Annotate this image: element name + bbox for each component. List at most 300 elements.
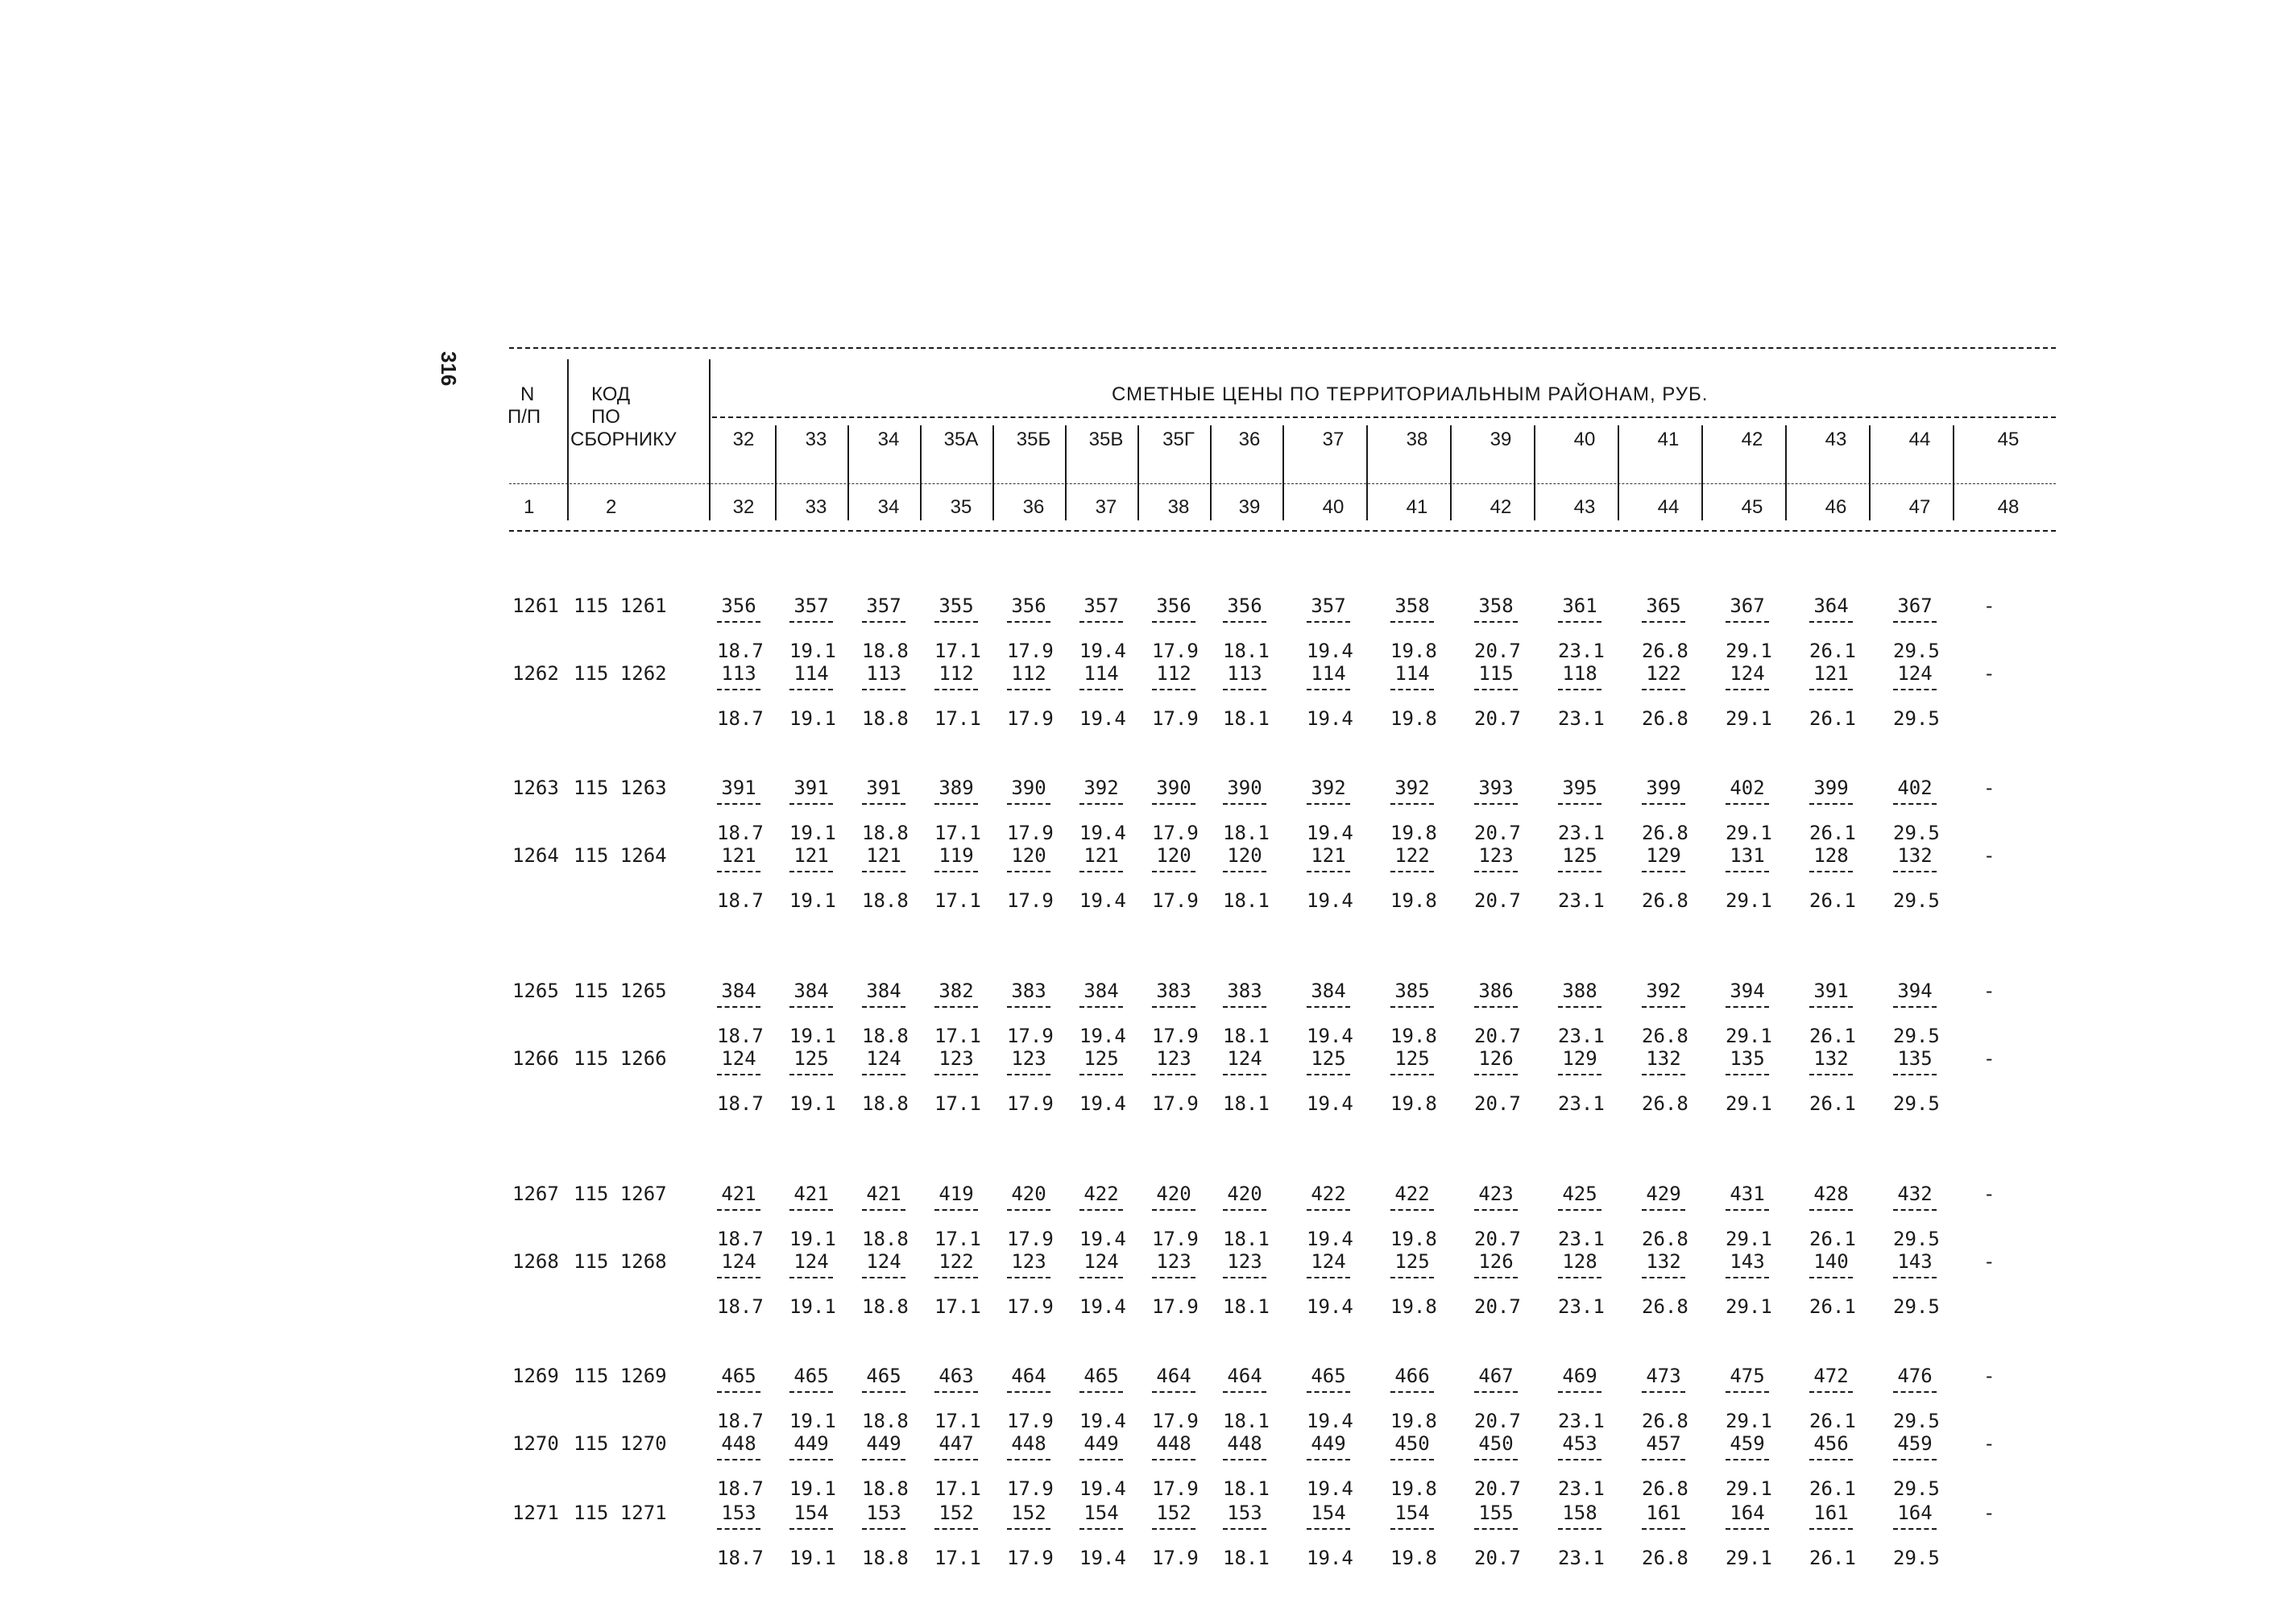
coefficient-value: 23.1	[1558, 1025, 1605, 1047]
coefficient-value: 20.7	[1474, 1025, 1521, 1047]
coefficient-value: 23.1	[1558, 1092, 1605, 1115]
price-value: 390	[1011, 777, 1046, 799]
price-value: 463	[938, 1365, 974, 1387]
price-value: 112	[1011, 662, 1046, 685]
fraction-bar	[1893, 1006, 1937, 1008]
fraction-bar	[1558, 621, 1601, 623]
price-value: 383	[1227, 980, 1262, 1002]
fraction-bar	[862, 871, 905, 872]
coefficient-value: 20.7	[1474, 1547, 1521, 1569]
last-column-dash: -	[1983, 844, 1995, 867]
fraction-bar	[1007, 1528, 1050, 1530]
price-value: 122	[1394, 844, 1430, 867]
row-number: 1268	[512, 1250, 559, 1273]
price-value: 124	[1897, 662, 1933, 685]
price-value: 384	[793, 980, 829, 1002]
price-value: 391	[866, 777, 901, 799]
fraction-bar	[934, 871, 978, 872]
price-value: 459	[1897, 1432, 1933, 1455]
coefficient-value: 26.8	[1642, 889, 1688, 912]
coefficient-value: 19.4	[1307, 1547, 1353, 1569]
coefficient-value: 23.1	[1558, 707, 1605, 730]
column-number: 39	[1238, 496, 1261, 518]
price-value: 364	[1813, 594, 1849, 617]
price-value: 420	[1011, 1183, 1046, 1205]
price-value: 114	[1394, 662, 1430, 685]
coefficient-value: 26.8	[1642, 1477, 1688, 1500]
price-value: 356	[1156, 594, 1191, 617]
row-number: 1261	[512, 594, 559, 617]
fraction-bar	[1223, 689, 1266, 690]
district-header: 33	[805, 429, 827, 450]
price-value: 155	[1478, 1502, 1514, 1524]
price-value: 464	[1011, 1365, 1046, 1387]
district-header: 34	[877, 429, 900, 450]
last-column-dash: -	[1983, 1183, 1995, 1205]
price-value: 395	[1562, 777, 1597, 799]
fraction-bar	[1390, 1459, 1434, 1460]
coefficient-value: 23.1	[1558, 1295, 1605, 1318]
fraction-bar	[1809, 621, 1853, 623]
header-top-rule	[509, 347, 2056, 349]
district-header: 44	[1908, 429, 1931, 450]
fraction-bar	[1223, 1006, 1266, 1008]
coefficient-value: 20.7	[1474, 1295, 1521, 1318]
fraction-bar	[1809, 1209, 1853, 1211]
price-value: 124	[1311, 1250, 1346, 1273]
fraction-bar	[1307, 621, 1350, 623]
district-header: 38	[1406, 429, 1428, 450]
price-value: 124	[866, 1250, 901, 1273]
coefficient-value: 29.1	[1726, 1092, 1772, 1115]
coefficient-value: 18.8	[862, 1477, 909, 1500]
price-value: 129	[1562, 1047, 1597, 1070]
fraction-bar	[1223, 621, 1266, 623]
coefficient-value: 17.1	[934, 1477, 981, 1500]
coefficient-value: 29.5	[1893, 822, 1940, 844]
header-po: ПО	[591, 406, 620, 428]
coefficient-value: 29.1	[1726, 1410, 1772, 1432]
row-code: 115 1263	[574, 777, 667, 799]
coefficient-value: 19.1	[789, 1228, 836, 1250]
fraction-bar	[1809, 1074, 1853, 1075]
fraction-bar	[1223, 1074, 1266, 1075]
fraction-bar	[934, 803, 978, 805]
coefficient-value: 26.8	[1642, 1025, 1688, 1047]
coefficient-value: 26.8	[1642, 822, 1688, 844]
price-value: 129	[1646, 844, 1681, 867]
price-value: 393	[1478, 777, 1514, 799]
price-value: 469	[1562, 1365, 1597, 1387]
fraction-bar	[1558, 1459, 1601, 1460]
column-number: 34	[877, 496, 900, 518]
fraction-bar	[789, 1006, 833, 1008]
price-value: 402	[1897, 777, 1933, 799]
price-value: 122	[938, 1250, 974, 1273]
fraction-bar	[1893, 1391, 1937, 1393]
fraction-bar	[1390, 621, 1434, 623]
coefficient-value: 18.7	[717, 889, 764, 912]
coefficient-value: 19.8	[1390, 1410, 1437, 1432]
header-column-divider	[775, 425, 777, 520]
fraction-bar	[1152, 871, 1195, 872]
fraction-bar	[1558, 1277, 1601, 1278]
price-value: 448	[1227, 1432, 1262, 1455]
price-value: 153	[721, 1502, 756, 1524]
coefficient-value: 19.8	[1390, 1295, 1437, 1318]
fraction-bar	[1152, 1277, 1195, 1278]
coefficient-value: 18.8	[862, 1295, 909, 1318]
fraction-bar	[1474, 1459, 1518, 1460]
header-n: N	[520, 383, 535, 405]
coefficient-value: 19.8	[1390, 1025, 1437, 1047]
price-value: 465	[1311, 1365, 1346, 1387]
fraction-bar	[1007, 1391, 1050, 1393]
coefficient-value: 17.9	[1152, 640, 1199, 662]
price-value: 450	[1478, 1432, 1514, 1455]
fraction-bar	[1809, 803, 1853, 805]
district-header: 35В	[1088, 429, 1124, 450]
price-value: 392	[1083, 777, 1119, 799]
fraction-bar	[1558, 1528, 1601, 1530]
colnum-2: 2	[606, 496, 617, 518]
price-value: 154	[1394, 1502, 1430, 1524]
fraction-bar	[1474, 1074, 1518, 1075]
fraction-bar	[1152, 1209, 1195, 1211]
price-value: 164	[1730, 1502, 1765, 1524]
last-column-dash: -	[1983, 1047, 1995, 1070]
coefficient-value: 17.9	[1152, 1295, 1199, 1318]
fraction-bar	[1152, 1006, 1195, 1008]
fraction-bar	[1152, 689, 1195, 690]
fraction-bar	[1007, 803, 1050, 805]
row-number: 1264	[512, 844, 559, 867]
coefficient-value: 19.4	[1079, 1295, 1126, 1318]
coefficient-value: 19.4	[1079, 822, 1126, 844]
price-value: 472	[1813, 1365, 1849, 1387]
fraction-bar	[1809, 1006, 1853, 1008]
coefficient-value: 18.7	[717, 1025, 764, 1047]
price-value: 124	[721, 1250, 756, 1273]
coefficient-value: 19.8	[1390, 822, 1437, 844]
price-value: 384	[1083, 980, 1119, 1002]
fraction-bar	[1642, 621, 1685, 623]
coefficient-value: 29.1	[1726, 1477, 1772, 1500]
coefficient-value: 26.1	[1809, 1228, 1856, 1250]
coefficient-value: 19.1	[789, 822, 836, 844]
fraction-bar	[1726, 1528, 1769, 1530]
price-value: 123	[1011, 1250, 1046, 1273]
header-column-divider	[1701, 425, 1703, 520]
coefficient-value: 18.8	[862, 707, 909, 730]
price-value: 425	[1562, 1183, 1597, 1205]
coefficient-value: 20.7	[1474, 707, 1521, 730]
price-value: 449	[1311, 1432, 1346, 1455]
coefficient-value: 26.1	[1809, 1025, 1856, 1047]
fraction-bar	[1007, 1459, 1050, 1460]
coefficient-value: 19.4	[1307, 1410, 1353, 1432]
price-value: 465	[1083, 1365, 1119, 1387]
page-number: 316	[437, 351, 461, 387]
colnum-1: 1	[524, 496, 535, 518]
header-column-divider	[992, 425, 994, 520]
fraction-bar	[862, 1459, 905, 1460]
fraction-bar	[1390, 1006, 1434, 1008]
price-value: 390	[1227, 777, 1262, 799]
fraction-bar	[1809, 1277, 1853, 1278]
coefficient-value: 20.7	[1474, 1477, 1521, 1500]
price-value: 118	[1562, 662, 1597, 685]
header-column-divider	[1534, 425, 1535, 520]
coefficient-value: 19.8	[1390, 889, 1437, 912]
fraction-bar	[1079, 1391, 1123, 1393]
coefficient-value: 18.1	[1223, 1295, 1270, 1318]
price-value: 392	[1646, 980, 1681, 1002]
coefficient-value: 19.1	[789, 1025, 836, 1047]
price-value: 357	[1311, 594, 1346, 617]
coefficient-value: 19.4	[1079, 640, 1126, 662]
row-code: 115 1262	[574, 662, 667, 685]
price-value: 355	[938, 594, 974, 617]
coefficient-value: 18.1	[1223, 1025, 1270, 1047]
coefficient-value: 19.4	[1307, 822, 1353, 844]
fraction-bar	[1726, 803, 1769, 805]
price-value: 475	[1730, 1365, 1765, 1387]
header-title: СМЕТНЫЕ ЦЕНЫ ПО ТЕРРИТОРИАЛЬНЫМ РАЙОНАМ, РУБ.	[1112, 383, 1709, 405]
fraction-bar	[1223, 1391, 1266, 1393]
last-column-dash: -	[1983, 1250, 1995, 1273]
district-header: 41	[1657, 429, 1680, 450]
coefficient-value: 26.1	[1809, 1547, 1856, 1569]
price-value: 114	[1083, 662, 1119, 685]
price-value: 391	[793, 777, 829, 799]
header-mid-rule	[712, 416, 2056, 418]
coefficient-value: 18.8	[862, 1547, 909, 1569]
coefficient-value: 29.1	[1726, 1025, 1772, 1047]
coefficient-value: 17.9	[1152, 889, 1199, 912]
fraction-bar	[1642, 689, 1685, 690]
coefficient-value: 18.1	[1223, 707, 1270, 730]
price-value: 465	[721, 1365, 756, 1387]
fraction-bar	[1809, 689, 1853, 690]
price-value: 421	[721, 1183, 756, 1205]
header-column-divider	[1210, 425, 1212, 520]
price-value: 419	[938, 1183, 974, 1205]
row-code: 115 1265	[574, 980, 667, 1002]
coefficient-value: 19.4	[1079, 1025, 1126, 1047]
coefficient-value: 19.4	[1079, 889, 1126, 912]
coefficient-value: 18.8	[862, 822, 909, 844]
row-code: 115 1261	[574, 594, 667, 617]
fraction-bar	[1007, 871, 1050, 872]
fraction-bar	[1558, 1074, 1601, 1075]
price-value: 421	[793, 1183, 829, 1205]
price-value: 132	[1897, 844, 1933, 867]
coefficient-value: 17.1	[934, 822, 981, 844]
header-column-divider	[920, 425, 922, 520]
price-value: 391	[721, 777, 756, 799]
fraction-bar	[934, 1209, 978, 1211]
fraction-bar	[789, 1074, 833, 1075]
price-value: 122	[1646, 662, 1681, 685]
coefficient-value: 29.1	[1726, 1547, 1772, 1569]
price-value: 113	[866, 662, 901, 685]
coefficient-value: 19.1	[789, 707, 836, 730]
price-value: 123	[1227, 1250, 1262, 1273]
price-value: 383	[1156, 980, 1191, 1002]
fraction-bar	[1642, 1459, 1685, 1460]
price-value: 164	[1897, 1502, 1933, 1524]
coefficient-value: 18.1	[1223, 1477, 1270, 1500]
column-number: 46	[1825, 496, 1847, 518]
coefficient-value: 26.1	[1809, 1410, 1856, 1432]
fraction-bar	[1642, 803, 1685, 805]
row-code: 115 1268	[574, 1250, 667, 1273]
fraction-bar	[934, 689, 978, 690]
coefficient-value: 19.1	[789, 1295, 836, 1318]
fraction-bar	[1152, 1459, 1195, 1460]
fraction-bar	[717, 1209, 760, 1211]
fraction-bar	[1558, 1209, 1601, 1211]
coefficient-value: 17.9	[1152, 822, 1199, 844]
row-number: 1266	[512, 1047, 559, 1070]
price-value: 123	[938, 1047, 974, 1070]
fraction-bar	[1893, 871, 1937, 872]
fraction-bar	[1642, 1006, 1685, 1008]
fraction-bar	[1307, 1391, 1350, 1393]
district-header: 35Г	[1162, 429, 1195, 450]
coefficient-value: 29.1	[1726, 1295, 1772, 1318]
coefficient-value: 17.1	[934, 1092, 981, 1115]
fraction-bar	[1307, 1528, 1350, 1530]
price-value: 449	[1083, 1432, 1119, 1455]
price-value: 422	[1311, 1183, 1346, 1205]
coefficient-value: 18.8	[862, 1092, 909, 1115]
header-column-divider	[847, 425, 849, 520]
header-column-divider	[1282, 425, 1284, 520]
fraction-bar	[1474, 1277, 1518, 1278]
coefficient-value: 23.1	[1558, 1477, 1605, 1500]
price-value: 135	[1730, 1047, 1765, 1070]
coefficient-value: 17.9	[1007, 822, 1054, 844]
fraction-bar	[1809, 871, 1853, 872]
column-number: 47	[1908, 496, 1931, 518]
price-value: 431	[1730, 1183, 1765, 1205]
row-code: 115 1270	[574, 1432, 667, 1455]
column-number: 32	[732, 496, 755, 518]
price-value: 466	[1394, 1365, 1430, 1387]
fraction-bar	[717, 1277, 760, 1278]
fraction-bar	[1893, 1209, 1937, 1211]
price-value: 124	[1083, 1250, 1119, 1273]
price-value: 382	[938, 980, 974, 1002]
coefficient-value: 29.5	[1893, 889, 1940, 912]
fraction-bar	[1079, 1528, 1123, 1530]
price-value: 389	[938, 777, 974, 799]
coefficient-value: 26.1	[1809, 640, 1856, 662]
fraction-bar	[1079, 803, 1123, 805]
fraction-bar	[862, 1391, 905, 1393]
coefficient-value: 18.1	[1223, 1410, 1270, 1432]
row-code: 115 1267	[574, 1183, 667, 1205]
fraction-bar	[789, 1209, 833, 1211]
row-number: 1271	[512, 1502, 559, 1524]
fraction-bar	[1474, 803, 1518, 805]
price-value: 420	[1227, 1183, 1262, 1205]
coefficient-value: 23.1	[1558, 1410, 1605, 1432]
column-number: 36	[1022, 496, 1045, 518]
coefficient-value: 26.8	[1642, 1295, 1688, 1318]
price-value: 128	[1562, 1250, 1597, 1273]
coefficient-value: 17.1	[934, 640, 981, 662]
price-value: 457	[1646, 1432, 1681, 1455]
fraction-bar	[717, 1459, 760, 1460]
fraction-bar	[717, 803, 760, 805]
fraction-bar	[1642, 871, 1685, 872]
fraction-bar	[1007, 1277, 1050, 1278]
coefficient-value: 17.9	[1152, 1092, 1199, 1115]
column-number: 35	[950, 496, 972, 518]
coefficient-value: 17.1	[934, 1295, 981, 1318]
fraction-bar	[1307, 689, 1350, 690]
header-divider-kod	[709, 359, 711, 520]
coefficient-value: 29.1	[1726, 889, 1772, 912]
coefficient-value: 17.9	[1152, 1477, 1199, 1500]
coefficient-value: 23.1	[1558, 1547, 1605, 1569]
price-value: 121	[793, 844, 829, 867]
price-value: 459	[1730, 1432, 1765, 1455]
price-value: 367	[1897, 594, 1933, 617]
coefficient-value: 19.1	[789, 640, 836, 662]
price-value: 120	[1227, 844, 1262, 867]
district-header: 35А	[943, 429, 979, 450]
row-number: 1262	[512, 662, 559, 685]
price-value: 124	[721, 1047, 756, 1070]
coefficient-value: 18.7	[717, 822, 764, 844]
price-value: 124	[1227, 1047, 1262, 1070]
fraction-bar	[1390, 803, 1434, 805]
coefficient-value: 19.1	[789, 889, 836, 912]
price-value: 361	[1562, 594, 1597, 617]
price-value: 124	[866, 1047, 901, 1070]
price-value: 125	[1394, 1250, 1430, 1273]
price-value: 152	[938, 1502, 974, 1524]
price-value: 152	[1011, 1502, 1046, 1524]
coefficient-value: 19.4	[1079, 1547, 1126, 1569]
price-value: 125	[1083, 1047, 1119, 1070]
column-number: 37	[1095, 496, 1117, 518]
coefficient-value: 26.8	[1642, 1547, 1688, 1569]
row-code: 115 1269	[574, 1365, 667, 1387]
header-column-divider	[1618, 425, 1619, 520]
fraction-bar	[934, 1459, 978, 1460]
price-value: 384	[866, 980, 901, 1002]
coefficient-value: 18.7	[717, 1547, 764, 1569]
fraction-bar	[1726, 1006, 1769, 1008]
fraction-bar	[1642, 1391, 1685, 1393]
coefficient-value: 19.4	[1307, 707, 1353, 730]
header-column-divider	[1785, 425, 1787, 520]
price-value: 358	[1394, 594, 1430, 617]
price-value: 121	[1813, 662, 1849, 685]
price-value: 429	[1646, 1183, 1681, 1205]
price-value: 388	[1562, 980, 1597, 1002]
price-value: 392	[1394, 777, 1430, 799]
fraction-bar	[934, 621, 978, 623]
coefficient-value: 26.1	[1809, 707, 1856, 730]
price-value: 125	[1562, 844, 1597, 867]
fraction-bar	[934, 1006, 978, 1008]
